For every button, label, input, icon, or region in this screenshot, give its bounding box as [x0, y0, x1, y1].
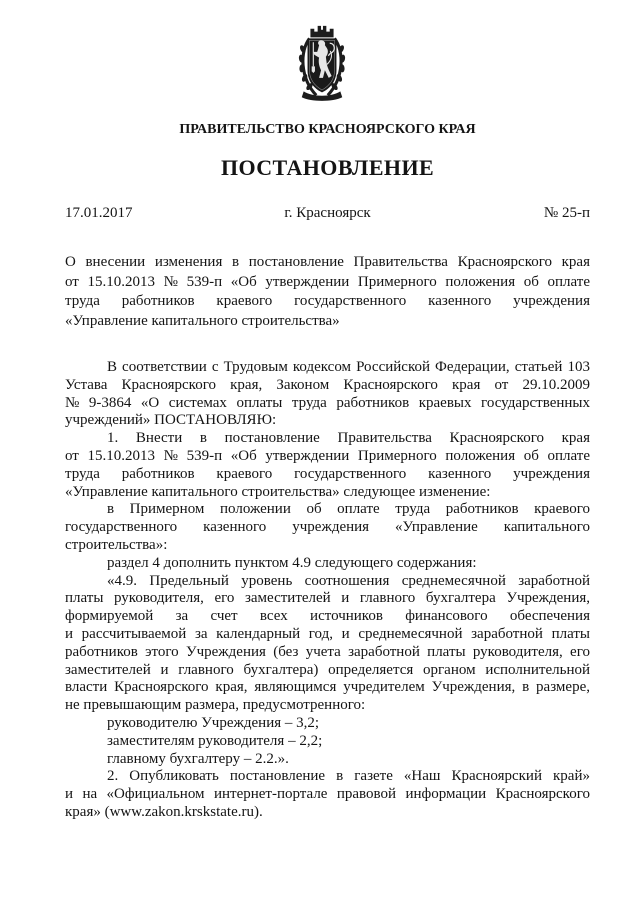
body-line: и рассчитываемой за календарный год, и среднемесячной заработной платы: [65, 625, 590, 642]
document-number: № 25-п: [543, 205, 590, 221]
body-line: в Примерном положении об оплате труда работников краевого: [107, 501, 590, 518]
body-line: заместителям руководителя – 2,2;: [107, 732, 323, 749]
document-date: 17.01.2017: [65, 205, 133, 221]
title-line: от 15.10.2013 № 539-п «Об утверждении Примерного положения об оплате: [65, 273, 590, 290]
body-paragraph: [65, 751, 590, 769]
body-line: государственного казенного учреждения «Управление капитального: [65, 519, 590, 536]
body-line: 2. Опубликовать постановление в газете «Наш Красноярский край»: [107, 768, 590, 785]
body-line: главному бухгалтеру – 2.2.».: [107, 750, 289, 767]
body-line: В соответствии с Трудовым кодексом Российской Федерации, статьей 103: [107, 359, 590, 375]
body-line: раздел 4 дополнить пунктом 4.9 следующего содержания:: [107, 554, 477, 571]
body-line: заместителей и главного бухгалтера) определяется органом исполнительной: [65, 661, 590, 678]
document-title: [65, 253, 590, 331]
body-line: от 15.10.2013 № 539-п «Об утверждении Примерного положения об оплате: [65, 447, 590, 464]
body-line: власти Красноярского края, являющимся учредителем Учреждения, в размере,: [65, 679, 590, 696]
body-line: края» (www.zakon.krskstate.ru).: [65, 803, 263, 820]
body-line: строительства»:: [65, 536, 168, 553]
body-paragraph: [65, 573, 590, 715]
crown-shape: [310, 26, 333, 38]
title-line: «Управление капитального строительства»: [65, 312, 340, 329]
body-line: № 9-3864 «О системах оплаты труда работников краевых государственных: [65, 394, 590, 411]
body-line: «Управление капитального строительства» следующее изменение:: [65, 483, 491, 500]
body-line: труда работников краевого государственного казенного учреждения: [65, 465, 590, 482]
title-line: труда работников краевого государственного казенного учреждения: [65, 293, 590, 309]
body-paragraph: [65, 430, 590, 501]
body-paragraph: [65, 359, 590, 430]
body-line: 1. Внести в постановление Правительства Красноярского края: [107, 430, 590, 447]
body-paragraph: [65, 555, 590, 573]
body-line: учреждений» ПОСТАНОВЛЯЮ:: [65, 412, 277, 429]
coat-of-arms-icon: [293, 22, 351, 103]
body-line: и на «Официальном интернет-портале правовой информации Красноярского: [65, 786, 590, 803]
body-paragraph: [65, 715, 590, 733]
body-paragraph: [65, 733, 590, 751]
title-line: О внесении изменения в постановление Правительства Красноярского края: [65, 254, 590, 270]
document-meta: [65, 204, 590, 222]
body-paragraph: [65, 501, 590, 554]
issuing-authority: ПРАВИТЕЛЬСТВО КРАСНОЯРСКОГО КРАЯ: [179, 122, 476, 137]
document-place: г. Красноярск: [284, 205, 371, 221]
ribbon-shape: [302, 91, 343, 100]
body-line: «4.9. Предельный уровень соотношения среднемесячной заработной: [107, 572, 590, 589]
body-line: работников этого Учреждения (без учета заработной платы руководителя, его: [65, 643, 590, 660]
body-line: платы руководителя, его заместителей и главного бухгалтера Учреждения,: [65, 590, 590, 607]
body-line: руководителю Учреждения – 3,2;: [107, 714, 320, 731]
body-line: формируемой за счет всех источников финансового обеспечения: [65, 608, 590, 625]
document-body: [65, 359, 590, 822]
body-paragraph: [65, 768, 590, 821]
body-line: Устава Красноярского края, Законом Красноярского края от 29.10.2009: [65, 376, 590, 393]
document-type-heading: ПОСТАНОВЛЕНИЕ: [220, 155, 435, 180]
body-line: не превышающим размера, предусмотренного:: [65, 697, 366, 714]
